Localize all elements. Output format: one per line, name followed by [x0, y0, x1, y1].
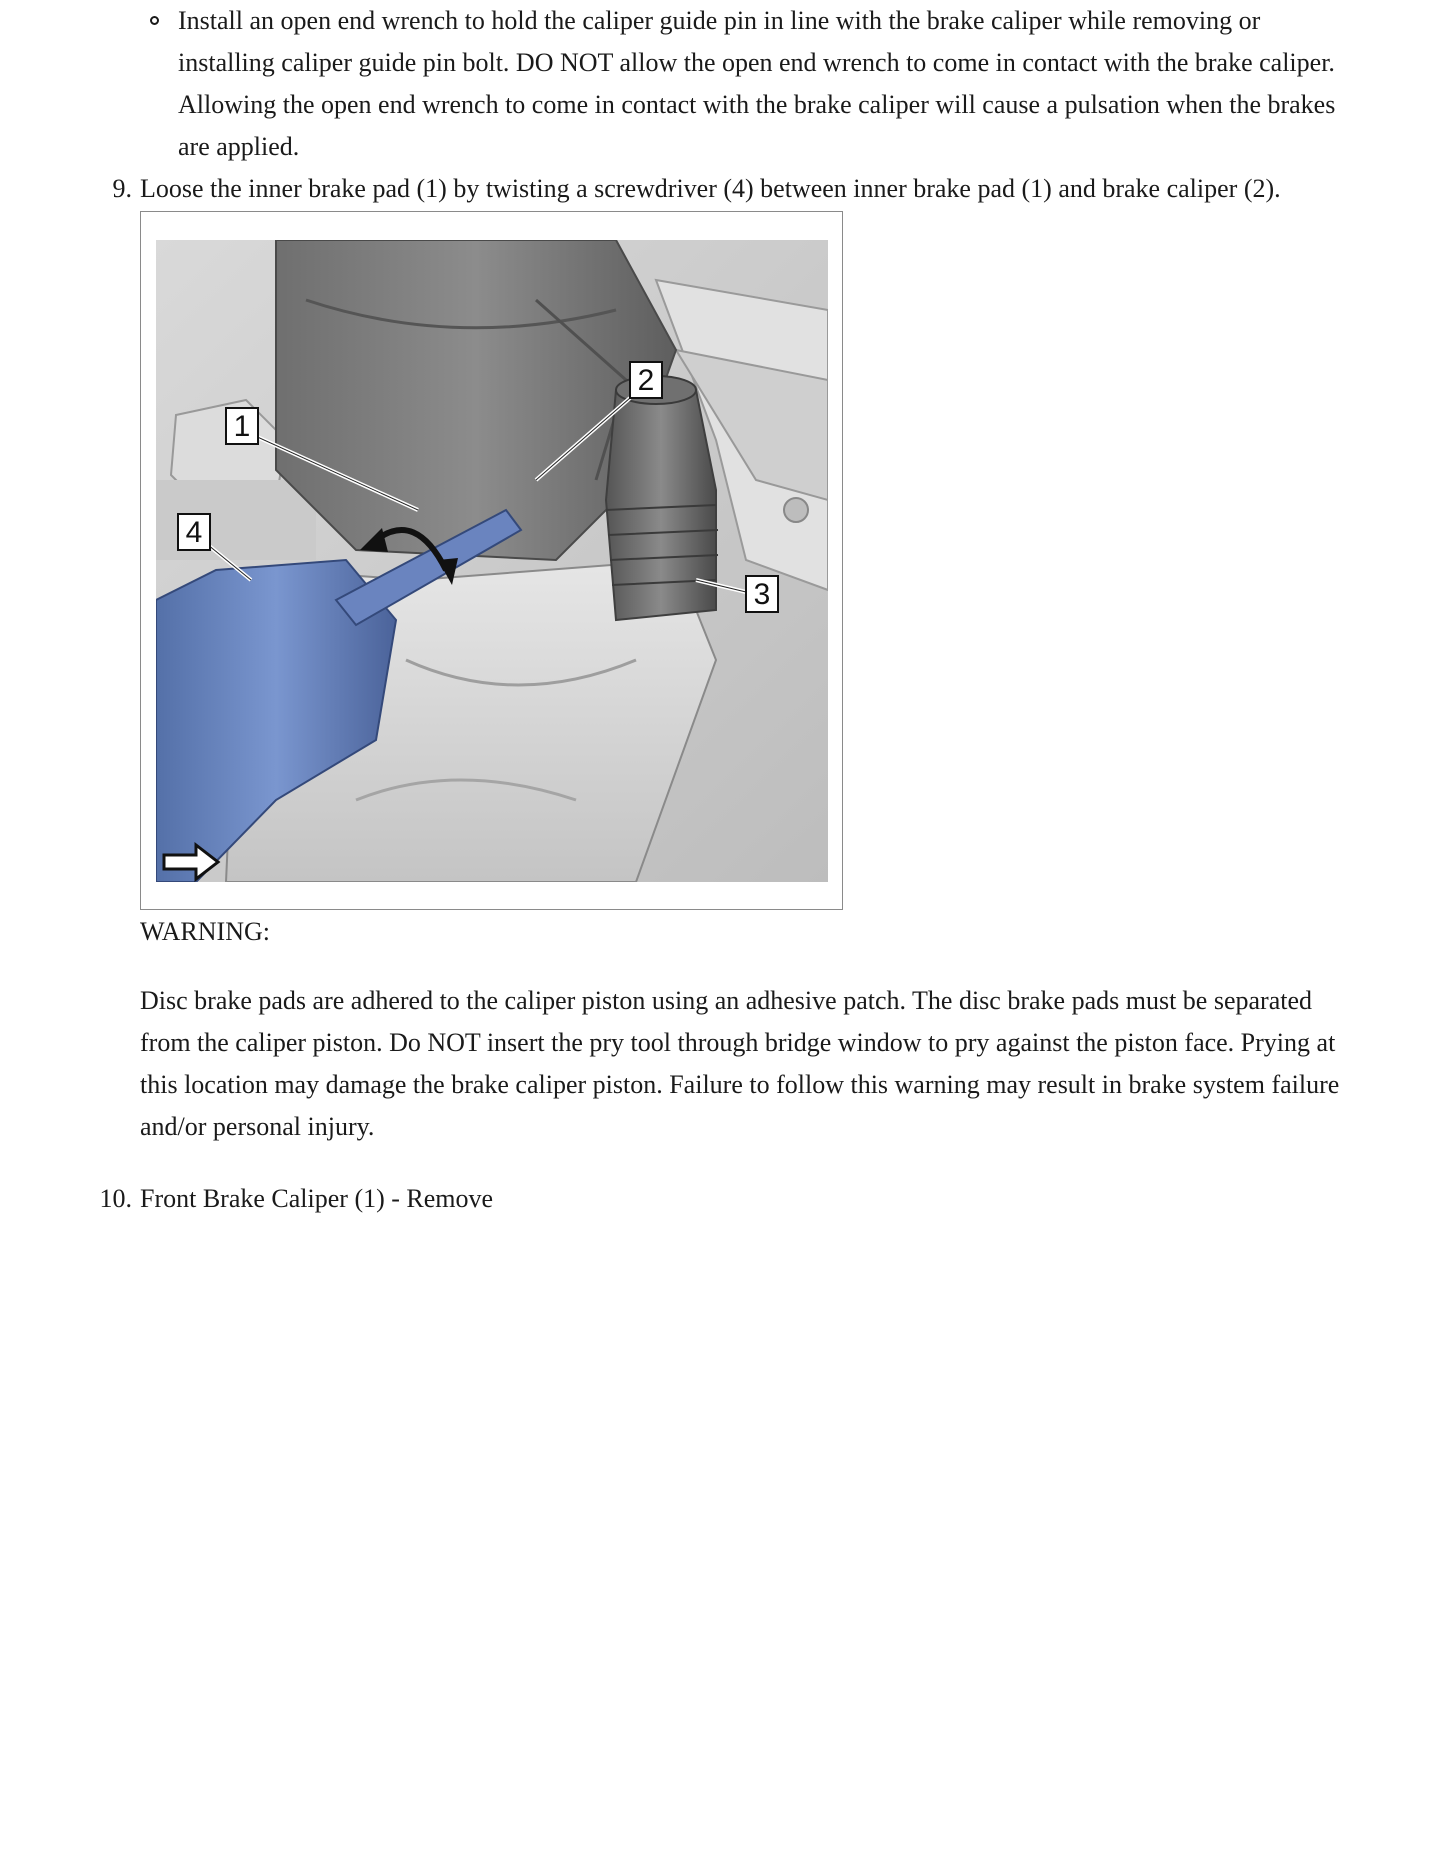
bullet-item-text: Install an open end wrench to hold the caliper guide pin in line with the brake caliper while removing or installing caliper guide pin bolt. DO NOT allow the open end wrench to come in contact with the brake caliper. Allowing the open end wrench to come in contact with the brake caliper will cause a pulsation when the brakes are applied. [178, 6, 1336, 161]
svg-text:1: 1 [233, 410, 251, 443]
step-text-9: Loose the inner brake pad (1) by twisting a screwdriver (4) between inner brake pad (1) and brake caliper (2). [140, 174, 1281, 203]
callout-4 [178, 514, 210, 550]
callout-3 [746, 576, 778, 612]
bullet-marker [150, 16, 159, 25]
svg-text:3: 3 [753, 578, 771, 611]
callout-1 [226, 408, 258, 444]
step-number-10: 10. [99, 1184, 132, 1213]
brake-caliper-illustration [156, 240, 828, 882]
callout-2 [630, 362, 662, 398]
brake-caliper-figure [140, 211, 843, 910]
svg-text:4: 4 [185, 516, 203, 549]
warning-label: WARNING: [140, 917, 270, 946]
step-number-9: 9. [112, 174, 132, 203]
warning-body: Disc brake pads are adhered to the caliper piston using an adhesive patch. The disc brake pads must be separated from the caliper piston. Do NOT insert the pry tool through bridge window to pry against the piston face. Prying at this location may damage the brake caliper piston. Failure to follow this warning may result in brake system failure and/or personal injury. [140, 986, 1340, 1141]
step-text-10: Front Brake Caliper (1) - Remove [140, 1184, 494, 1213]
svg-text:2: 2 [637, 364, 655, 397]
